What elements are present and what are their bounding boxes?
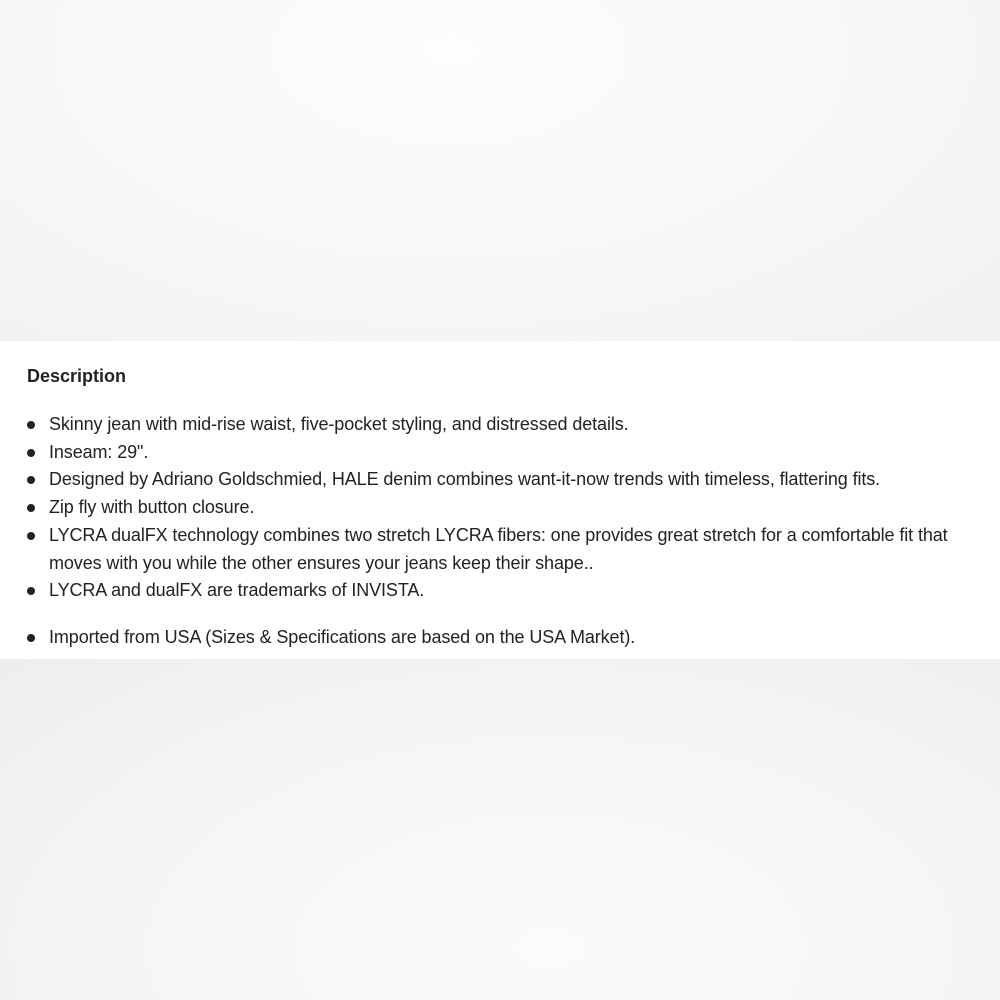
bullet-dot-icon xyxy=(27,634,35,642)
bullet-dot-icon xyxy=(27,476,35,484)
list-item-text: LYCRA and dualFX are trademarks of INVISTA. xyxy=(49,580,425,601)
bullet-dot-icon xyxy=(27,421,35,429)
list-item-text: Skinny jean with mid-rise waist, five-pocket styling, and distressed details. xyxy=(49,414,629,434)
list-item-text: LYCRA dualFX technology combines two stretch LYCRA fibers: one provides great stretch for a comfortable fit that moves with you while the other ensures your jeans keep their shape.. xyxy=(49,524,948,573)
list-item xyxy=(27,624,982,652)
feature-list xyxy=(27,411,982,605)
origin-list xyxy=(27,624,982,652)
list-item xyxy=(27,494,982,522)
bullet-dot-icon xyxy=(27,504,35,512)
description-heading: Description xyxy=(27,366,127,386)
list-item-text: Imported from USA (Sizes & Specifications are based on the USA Market). xyxy=(49,627,636,647)
background-bottom xyxy=(0,659,1000,1000)
list-item xyxy=(27,411,982,439)
bullet-dot-icon xyxy=(27,449,35,457)
bullet-dot-icon xyxy=(27,532,35,540)
list-item xyxy=(27,466,982,494)
list-item-text: Inseam: 29". xyxy=(49,441,149,462)
background-top xyxy=(0,0,1000,341)
list-item xyxy=(27,522,982,577)
bullet-dot-icon xyxy=(27,587,35,595)
list-item-text: Designed by Adriano Goldschmied, HALE denim combines want-it-now trends with timeless, flattering fits. xyxy=(49,469,881,490)
list-item xyxy=(27,577,982,605)
list-item xyxy=(27,439,982,467)
list-item-text: Zip fly with button closure. xyxy=(49,497,255,518)
